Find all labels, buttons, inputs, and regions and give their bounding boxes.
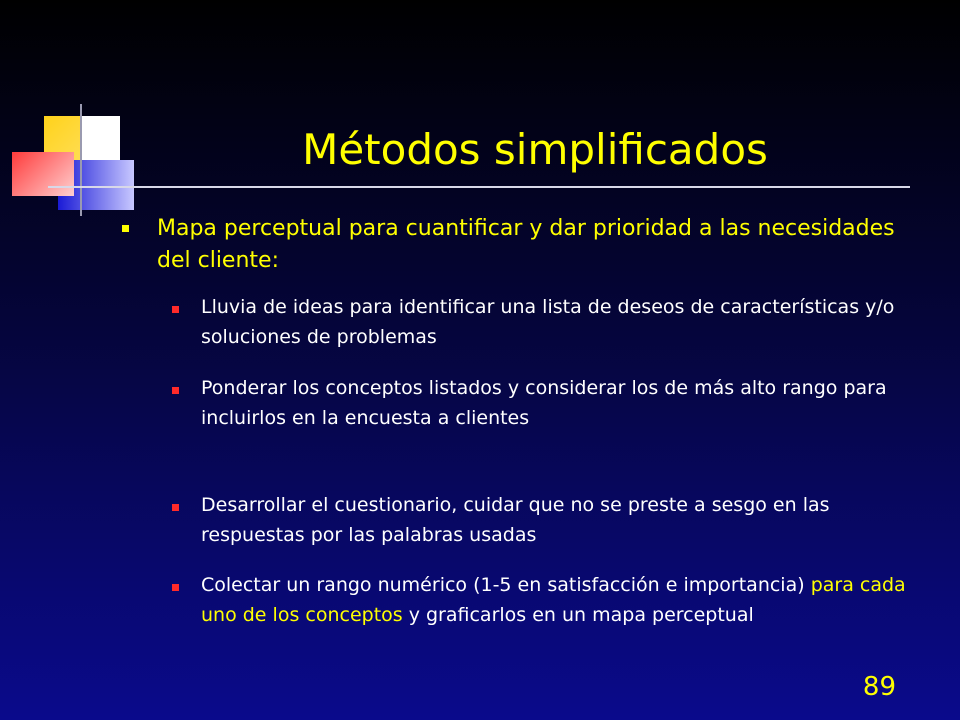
slide-title: Métodos simplificados xyxy=(302,125,768,174)
sub-bullet xyxy=(172,490,912,550)
sub-bullet-text: Lluvia de ideas para identificar una lista de deseos de características y/o soluciones de problemas xyxy=(201,296,895,348)
sub-bullet xyxy=(172,292,912,352)
decor-vertical-line xyxy=(80,104,82,216)
sub-bullet xyxy=(172,373,912,433)
decor-red-square xyxy=(12,152,74,196)
sub-bullet-text xyxy=(201,570,912,630)
red-square-bullet-icon xyxy=(172,504,179,511)
highlighted-text: para cada uno de los conceptos xyxy=(201,574,906,626)
yellow-square-bullet-icon xyxy=(122,225,129,232)
page-number: 89 xyxy=(862,672,896,702)
sub-bullet-text: Ponderar los conceptos listados y considerar los de más alto rango para incluirlos en la encuesta a clientes xyxy=(201,377,887,429)
bullet-level1-text: Mapa perceptual para cuantificar y dar prioridad a las necesidades del cliente: xyxy=(157,216,895,273)
bullet-level1 xyxy=(122,213,922,277)
sub-bullet xyxy=(172,570,912,630)
sub-bullet-text-part: y graficarlos en un mapa perceptual xyxy=(402,604,754,626)
title-underline xyxy=(48,186,910,188)
sub-bullet-text-part: Colectar un rango numérico (1-5 en satisfacción e importancia) xyxy=(201,574,811,596)
red-square-bullet-icon xyxy=(172,387,179,394)
red-square-bullet-icon xyxy=(172,584,179,591)
red-square-bullet-icon xyxy=(172,306,179,313)
sub-bullet-text: Desarrollar el cuestionario, cuidar que no se preste a sesgo en las respuestas por las palabras usadas xyxy=(201,494,830,546)
